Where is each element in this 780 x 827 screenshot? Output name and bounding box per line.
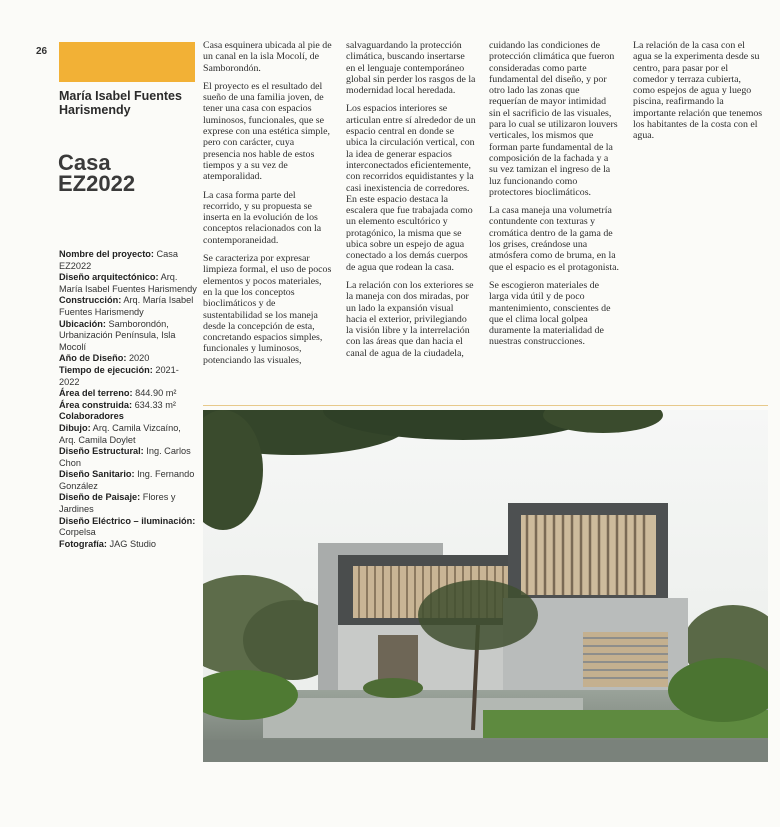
paragraph: La relación con los exteriores se la maneja con dos miradas, por un lado la expansión visual hacia el exterior, privilegiando la visión libre y la interrelación con las áreas que dan hacia el canal de agua de la ciudadela, [346,279,474,359]
detail-label: Diseño Sanitario: [59,469,135,480]
detail-value: Ing. Carlos Chon [59,446,191,468]
detail-row [59,249,199,272]
detail-value: Flores y Jardines [59,492,176,515]
paragraph: La relación de la casa con el agua se la experimenta desde su centro, para pasar por el comedor y terraza cubierta, como espejos de agua y luego piscina, reafirmando la importante relación que tenemos los habitantes de la costa con el agua. [633,40,763,142]
detail-label: Nombre del proyecto: [59,249,154,259]
accent-bar [59,42,195,82]
detail-label: Año de Diseño: [59,353,127,364]
detail-row [59,295,199,318]
paragraph: Se caracteriza por expresar limpieza formal, el uso de pocos elementos y pocos materiales, en la que los conceptos bioclimáticos y de sustentabilidad se los maneja desde la concepción de esta, concretando espacios simples, funcionales y luminosos, potenciando las visuales, [203,253,332,366]
detail-value: Casa EZ2022 [59,249,178,271]
paragraph: El proyecto es el resultado del sueño de una familia joven, de tener una casa con espacios luminosos, funcionales, que se exprese con una estética simple, pero con carácter, cuya presencia nos hable de estos tiempos y a su vez de atemporalidad. [203,80,330,183]
detail-value: Samborondón, Urbanización Península, Isla Mocolí [59,318,176,352]
detail-label: Área construida: [59,399,133,410]
detail-row [59,365,199,388]
detail-label: Área del terreno: [59,388,133,399]
detail-label: Ubicación: [59,318,106,329]
detail-row [59,272,199,295]
divider-rule [203,405,768,406]
text-column-4 [633,40,763,149]
detail-value: JAG Studio [106,538,157,549]
detail-row [59,469,199,492]
detail-value: 2021-2022 [59,364,179,387]
detail-value: 2020 [126,353,150,364]
paragraph: La casa forma parte del recorrido, y su propuesta se inserta en la evolución de los conceptos relacionados con la contemporaneidad. [203,189,322,246]
detail-row [59,411,199,423]
detail-row [59,516,199,539]
detail-label: Fotografía: [59,538,107,549]
detail-label: Diseño Estructural: [59,446,144,457]
title-line-1: Casa [58,150,111,175]
detail-row [59,539,199,551]
architect-name: María Isabel Fuentes Harismendy [59,89,182,117]
detail-value: Ing. Fernando González [59,469,195,491]
detail-label: Dibujo: [59,422,91,433]
paragraph: La casa maneja una volumetría contundente con texturas y cromática dentro de la gama de los grises, creándose una atmósfera como de bruma, en la que el espacio es el protagonista. [489,205,619,273]
paragraph: Se escogieron materiales de larga vida útil y de poco mantenimiento, conscientes de que el clima local golpea duramente la materialidad de nuestras construcciones. [489,279,611,348]
detail-row [59,423,199,446]
detail-value: Corpelsa [59,527,96,538]
title-line-2: EZ2022 [58,171,136,196]
detail-label: Diseño arquitectónico: [59,272,159,283]
detail-label: Tiempo de ejecución: [59,364,153,375]
detail-value: Arq. Camila Vizcaíno, Arq. Camila Doylet [59,422,181,445]
detail-value: Arq. María Isabel Fuentes Harismendy [59,295,194,317]
detail-row [59,446,199,469]
detail-label: Colaboradores [59,411,124,422]
detail-value: Arq. María Isabel Fuentes Harismendy [59,272,197,294]
detail-row [59,492,199,515]
text-column-2 [346,40,476,366]
page-number: 26 [36,46,48,57]
text-column-3 [489,40,619,355]
paragraph: Casa esquinera ubicada al pie de un canal en la isla Mocolí, de Samborondón. [203,40,332,74]
detail-label: Construcción: [59,295,122,306]
detail-row [59,353,199,365]
paragraph: salvaguardando la protección climática, buscando insertarse en el lenguaje contemporáneo global sin perder los rasgos de la modernidad local heredada. [346,40,476,97]
detail-value: 634.33 m² [132,399,176,410]
detail-label: Diseño Eléctrico – iluminación: [59,515,196,526]
detail-row [59,319,199,354]
project-details [59,249,199,550]
detail-value: 844.90 m² [132,388,177,399]
detail-row [59,388,199,400]
house-exterior-photo [203,410,768,762]
paragraph: cuidando las condiciones de protección climática que fueron consideradas como parte fundamental del diseño, y por otro lado las zonas que requerían de mayor intimidad sin el sacrificio de las visuales, para lo cual se utilizaron louvers verticales, los mismos que forman parte fundamental de la composición de la fachada y a su vez tamizan el ingreso de la luz funcionando como protectores bioclimáticos. [489,40,618,198]
detail-label: Diseño de Paisaje: [59,492,141,503]
text-column-1 [203,40,333,373]
project-title [58,152,198,194]
paragraph: Los espacios interiores se articulan entre sí alrededor de un espacio central en donde se ubica la circulación vertical, con la idea de generar espacios interconectados eficientemente, con recorridos equidistantes y la casi inexistencia de corredores. En este espacio destaca la escalera que fue trabajada como un elemento escultórico y protagónico, la misma que se ubica sobre un espejo de agua conectado a los demás cuerpos de agua que rodean la casa. [346,103,476,273]
detail-row [59,400,199,412]
